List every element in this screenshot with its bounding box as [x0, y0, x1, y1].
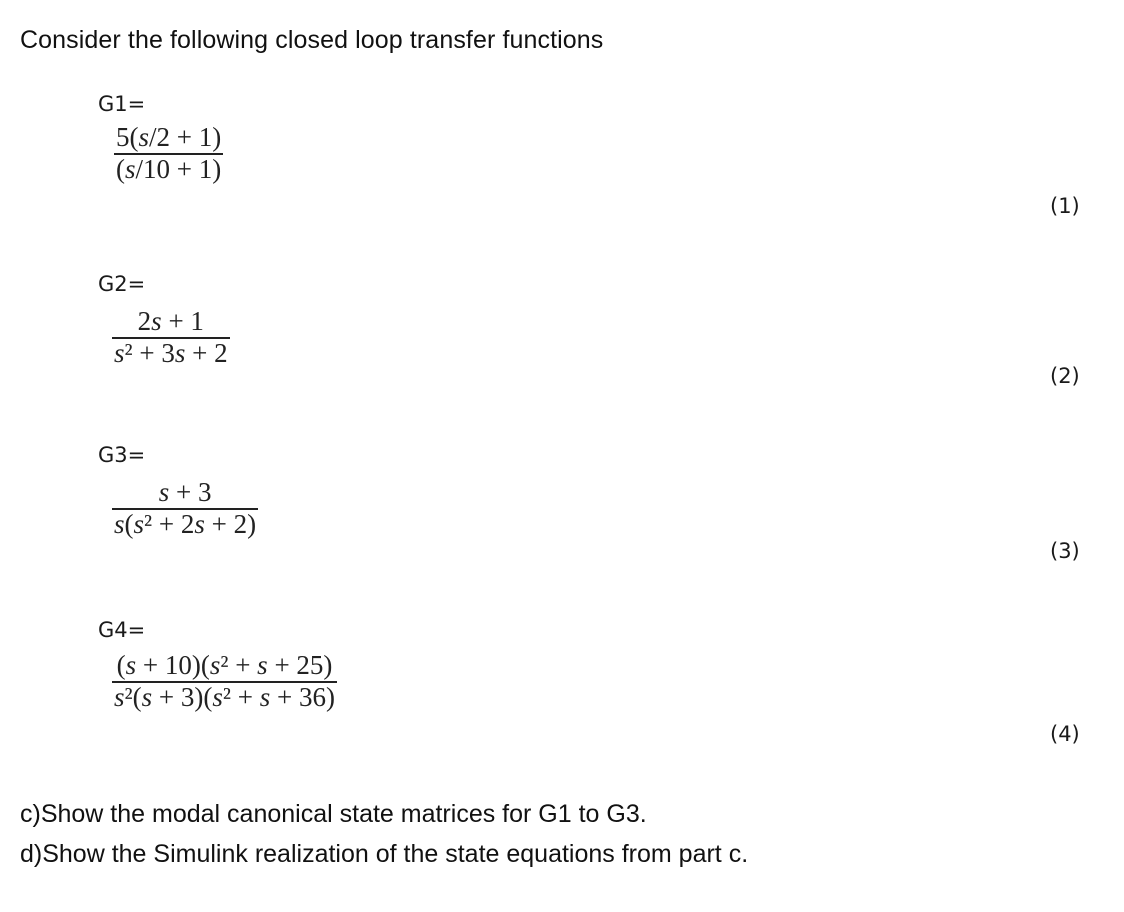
- g1-label: G1=: [98, 92, 146, 116]
- intro-text: Consider the following closed loop transfer functions: [20, 26, 604, 54]
- g3-label: G3=: [98, 443, 146, 467]
- question-d: d)Show the Simulink realization of the state equations from part c.: [20, 840, 749, 868]
- equation-number-2: (2): [1050, 364, 1080, 388]
- g2-numerator: 2s + 1: [137, 306, 204, 336]
- g2-denominator: s² + 3s + 2: [114, 337, 228, 368]
- equation-number-1: (1): [1050, 194, 1080, 218]
- g4-denominator: s²(s + 3)(s² + s + 36): [114, 681, 335, 712]
- equation-number-3: (3): [1050, 539, 1080, 563]
- g4-numerator: (s + 10)(s² + s + 25): [116, 650, 333, 680]
- g1-fraction: [114, 124, 223, 183]
- g1-numerator: 5(s/2 + 1): [116, 122, 222, 152]
- g3-denominator: s(s² + 2s + 2): [114, 508, 257, 539]
- g4-label: G4=: [98, 618, 146, 642]
- g1-denominator: (s/10 + 1): [116, 153, 222, 184]
- g4-fraction: [112, 652, 337, 711]
- g3-fraction: [112, 479, 258, 538]
- g2-label: G2=: [98, 272, 146, 296]
- question-c: c)Show the modal canonical state matrices for G1 to G3.: [20, 800, 647, 828]
- g2-fraction: [112, 308, 230, 367]
- g3-numerator: s + 3: [158, 477, 212, 507]
- equation-number-4: (4): [1050, 722, 1080, 746]
